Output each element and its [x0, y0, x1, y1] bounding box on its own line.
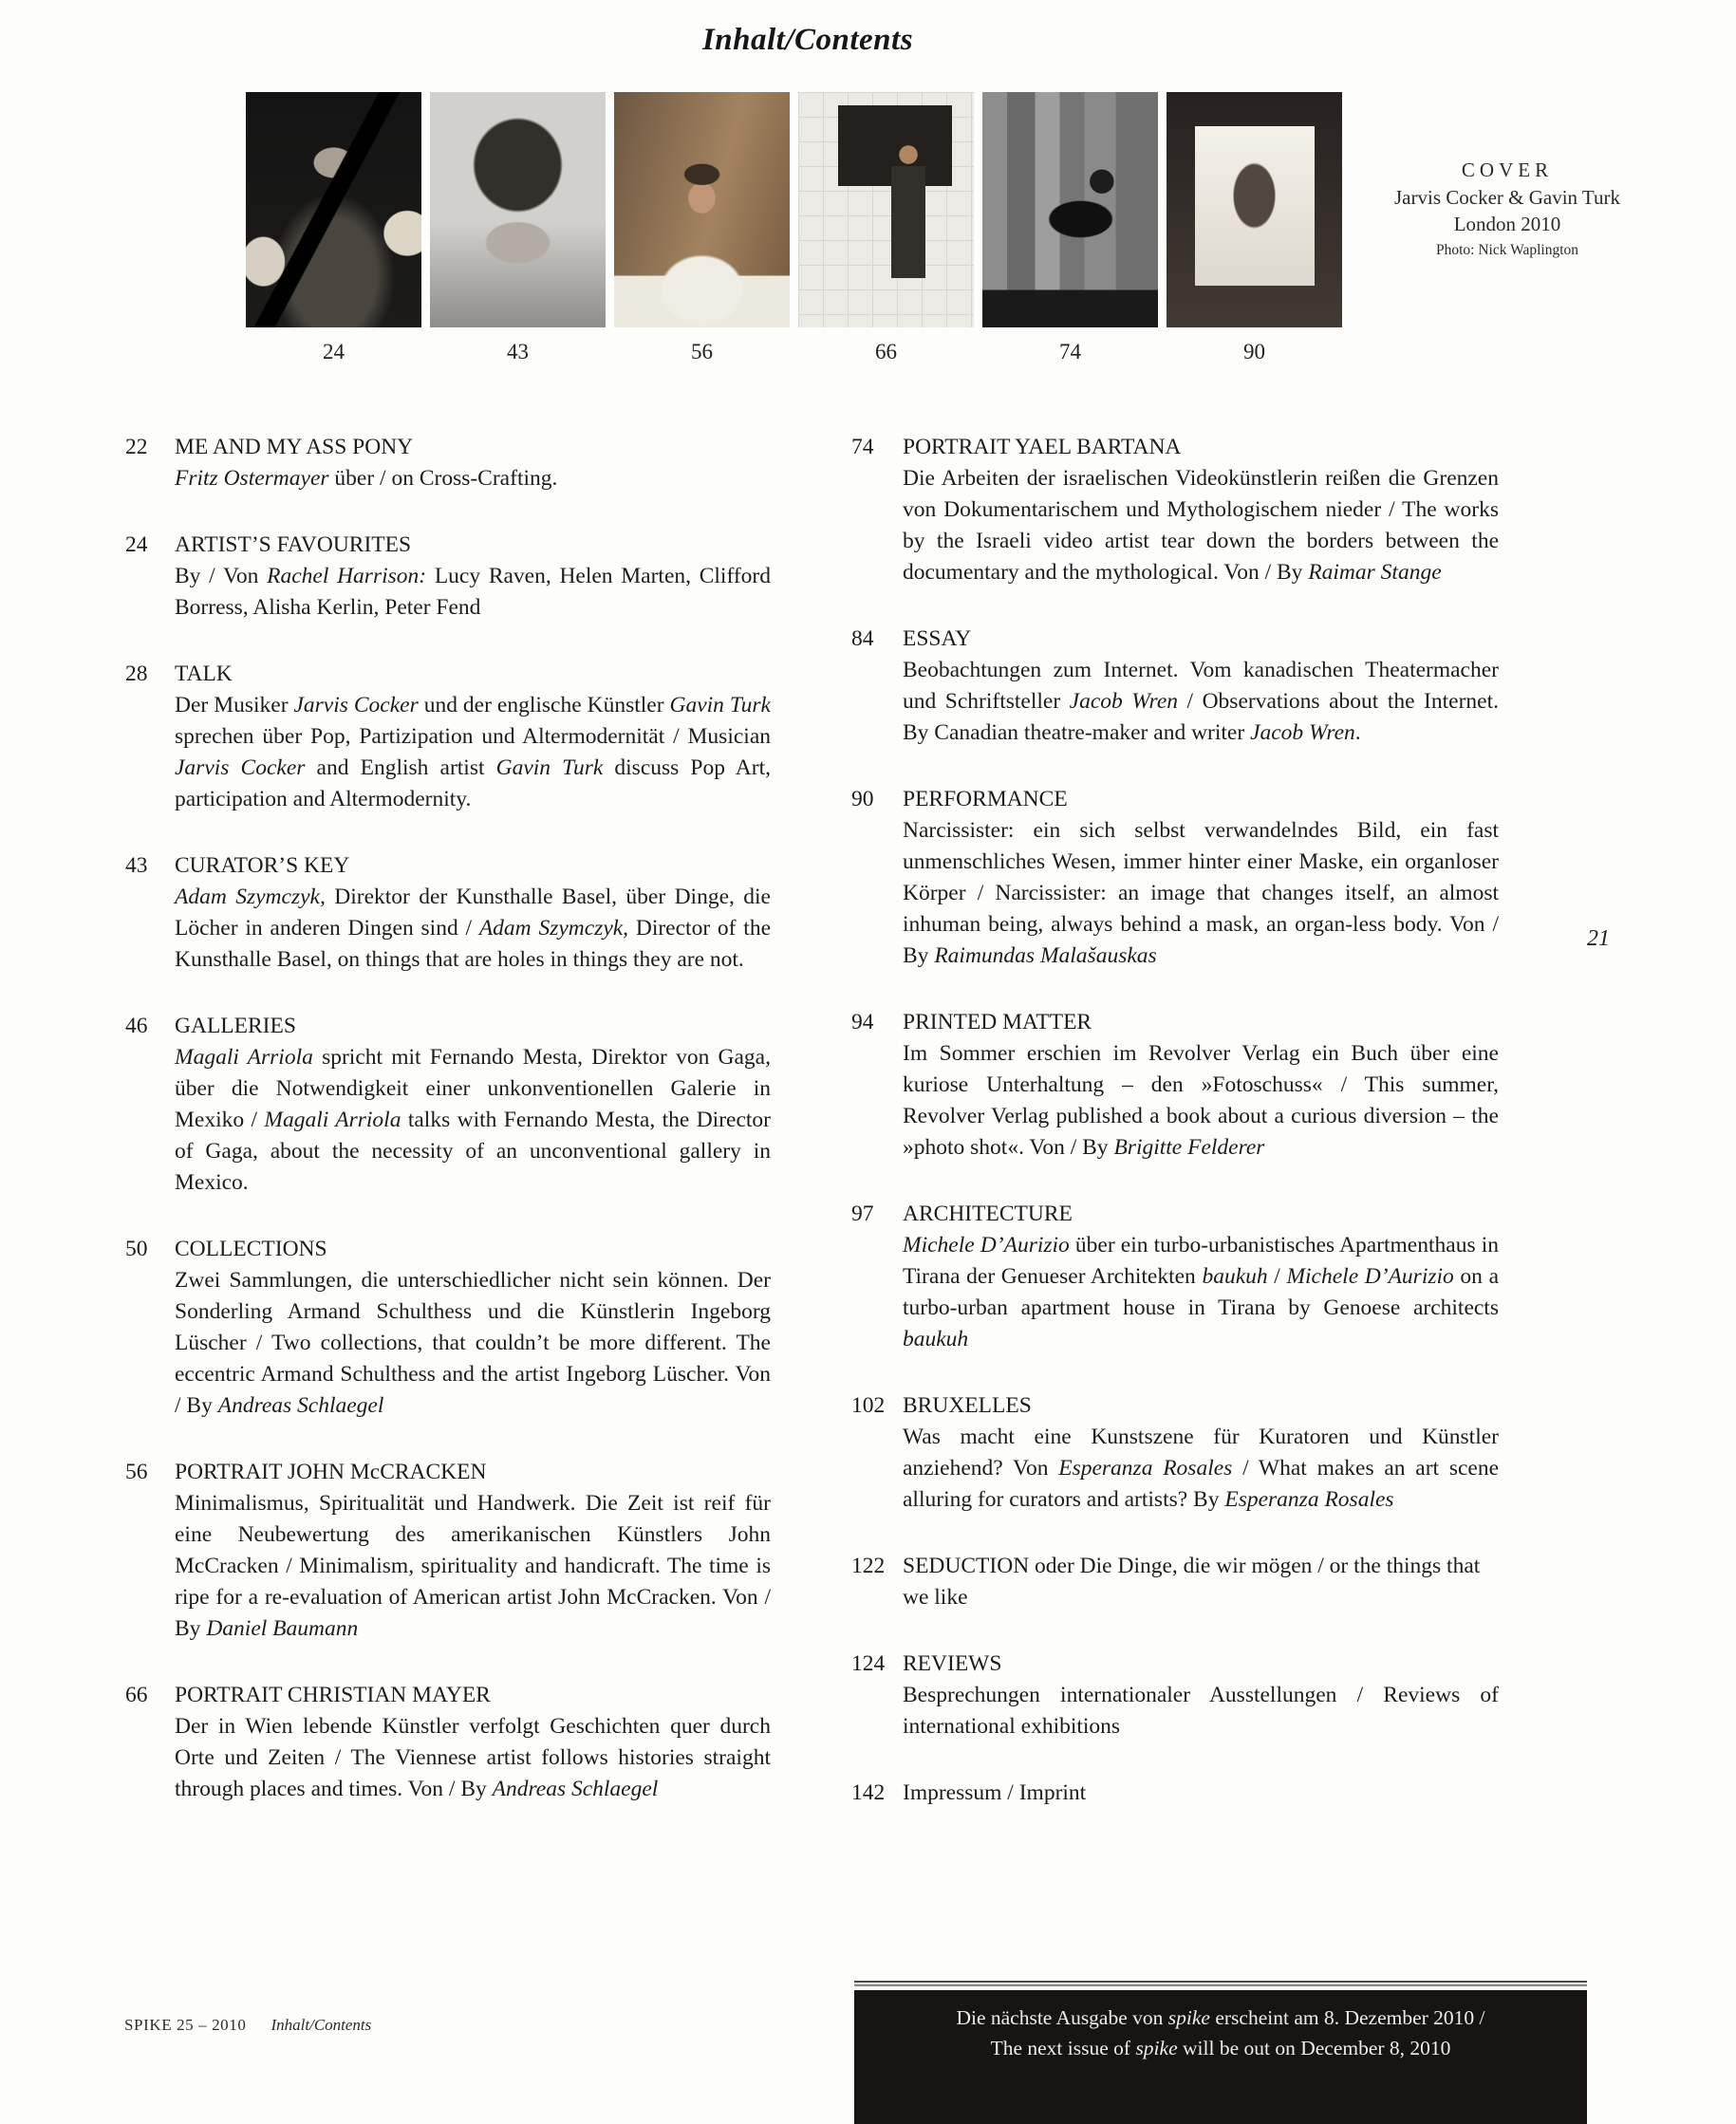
- entry-title: PRINTED MATTER: [903, 1010, 1092, 1034]
- entry-title: CURATOR’S KEY: [175, 853, 350, 878]
- contents-column-right: [851, 432, 1499, 1844]
- thumbnail-photo-figure-holding-cutout: [1167, 92, 1342, 327]
- toc-thumbnail-24: [246, 92, 421, 364]
- thumbnail-strip: [246, 92, 1342, 364]
- entry-title: SEDUCTION oder Die Dinge, die wir mögen / or the things that we like: [903, 1554, 1481, 1610]
- entry-page-number: 97: [851, 1202, 874, 1226]
- entry-page-number: 43: [125, 853, 148, 878]
- entry-page-number: 74: [851, 435, 874, 459]
- toc-entry-66: [125, 1680, 771, 1805]
- entry-title: ARTIST’S FAVOURITES: [175, 532, 412, 557]
- toc-entry-28: [125, 659, 771, 815]
- thumbnail-page-number: 24: [323, 340, 345, 363]
- entry-title: Impressum / Imprint: [903, 1780, 1087, 1805]
- cover-credit-block: [1374, 156, 1640, 262]
- entry-title: REVIEWS: [903, 1651, 1002, 1676]
- entry-description: Die Arbeiten der israelischen Videokünstlerin reißen die Grenzen von Dokumentarischem und Mythologischem nieder / The works by the Israeli video artist tear down the borders between the documentary and the mythological. Von / By Raimar Stange: [903, 466, 1499, 585]
- entry-description: Was macht eine Kunstszene für Kuratoren und Künstler anziehend? Von Esperanza Rosales / What makes an art scene alluring for curators and artists? By Esperanza Rosales: [903, 1425, 1500, 1512]
- entry-description: Magali Arriola spricht mit Fernando Mesta, Direktor von Gaga, über die Notwendigkeit einer unkonventionellen Galerie in Mexiko / Magali Arriola talks with Fernando Mesta, the Director of Gaga, about the necessity of an unconventional gallery in Mexico.: [175, 1045, 771, 1195]
- entry-page-number: 22: [125, 435, 148, 459]
- entry-description: Der Musiker Jarvis Cocker und der englische Künstler Gavin Turk sprechen über Pop, Partizipation und Altermodernität / Musician Jarvis Cocker and English artist Gavin Turk discuss Pop Art, participation and Altermodernity.: [175, 693, 772, 811]
- thumbnail-page-number: 43: [507, 340, 529, 363]
- entry-title: TALK: [175, 661, 233, 686]
- toc-entry-24: [125, 530, 771, 624]
- entry-page-number: 94: [851, 1010, 874, 1034]
- entry-description: Besprechungen internationaler Ausstellungen / Reviews of international exhibitions: [903, 1683, 1499, 1739]
- toc-entry-90: [851, 784, 1499, 972]
- entry-page-number: 122: [851, 1554, 886, 1578]
- toc-entry-56: [125, 1457, 771, 1645]
- page-number: 21: [1587, 926, 1610, 951]
- entry-description: Michele D’Aurizio über ein turbo-urbanistisches Apartmenthaus in Tirana der Genueser Architekten baukuh / Michele D’Aurizio on a turbo-urban apartment house in Tirana by Genoese architects baukuh: [903, 1233, 1499, 1351]
- toc-thumbnail-90: [1167, 92, 1342, 364]
- contents-column-left: [125, 432, 771, 1840]
- toc-entry-22: [125, 432, 771, 494]
- footer-section-label: Inhalt/Contents: [271, 2016, 372, 2034]
- entry-title: GALLERIES: [175, 1014, 296, 1038]
- toc-entry-142: [851, 1778, 1499, 1809]
- thumbnail-photo-woman-aiming-rifle: [246, 92, 421, 327]
- toc-entry-74: [851, 432, 1499, 588]
- cover-label: COVER: [1461, 158, 1554, 181]
- toc-entry-97: [851, 1199, 1499, 1355]
- entry-title: COLLECTIONS: [175, 1237, 327, 1261]
- toc-thumbnail-43: [430, 92, 606, 364]
- entry-description: Zwei Sammlungen, die unterschiedlicher nicht sein können. Der Sonderling Armand Schulthess und die Künstlerin Ingeborg Lüscher / Two collections, that couldn’t be more different. The eccentric Armand Schulthess and the artist Ingeborg Lüscher. Von / By Andreas Schlaegel: [175, 1268, 771, 1418]
- running-footer: [124, 2016, 371, 2035]
- entry-page-number: 124: [851, 1651, 886, 1676]
- toc-entry-46: [125, 1011, 771, 1199]
- entry-page-number: 50: [125, 1237, 148, 1261]
- next-issue-text-de: Die nächste Ausgabe von spike erscheint am 8. Dezember 2010 /: [956, 2006, 1485, 2029]
- entry-title: ESSAY: [903, 626, 972, 651]
- entry-description: Fritz Ostermayer über / on Cross-Crafting.: [175, 466, 558, 491]
- toc-entry-102: [851, 1390, 1499, 1516]
- entry-page-number: 28: [125, 661, 148, 686]
- entry-title: PORTRAIT YAEL BARTANA: [903, 435, 1182, 459]
- entry-title: PERFORMANCE: [903, 787, 1068, 811]
- page-title: Inhalt/Contents: [701, 23, 914, 57]
- entry-description: Narcissister: ein sich selbst verwandelndes Bild, ein fast unmenschliches Wesen, immer hinter einer Maske, ein organloser Körper / Narcissister: an image that changes itself, an almost inhuman being, always behind a mask, an organ-less body. Von / By Raimundas Malašauskas: [903, 818, 1499, 968]
- toc-thumbnail-56: [614, 92, 790, 364]
- footer-issue-label: SPIKE 25 – 2010: [124, 2016, 247, 2034]
- cover-subject: Jarvis Cocker & Gavin Turk: [1394, 186, 1620, 209]
- entry-title: PORTRAIT JOHN McCRACKEN: [175, 1460, 487, 1484]
- entry-page-number: 56: [125, 1460, 148, 1484]
- entry-description: Beobachtungen zum Internet. Vom kanadischen Theatermacher und Schriftsteller Jacob Wren / Observations about the Internet. By Canadian theatre-maker and writer Jacob Wren.: [903, 658, 1499, 745]
- toc-entry-50: [125, 1234, 771, 1422]
- cover-location: London 2010: [1453, 213, 1561, 235]
- entry-page-number: 46: [125, 1014, 148, 1038]
- thumbnail-page-number: 90: [1243, 340, 1265, 363]
- toc-thumbnail-66: [798, 92, 974, 364]
- entry-title: BRUXELLES: [903, 1393, 1032, 1418]
- entry-description: Minimalismus, Spiritualität und Handwerk. Die Zeit ist reif für eine Neubewertung des amerikanischen Künstlers John McCracken / Minimalism, spirituality and handicraft. The time is ripe for a re-evaluation of American artist John McCracken. Von / By Daniel Baumann: [175, 1491, 771, 1641]
- thumbnail-photo-young-man-portrait: [430, 92, 606, 327]
- cover-photo-credit: Photo: Nick Waplington: [1435, 242, 1579, 258]
- thumbnail-page-number: 66: [875, 340, 897, 363]
- entry-description: Der in Wien lebende Künstler verfolgt Geschichten quer durch Orte und Zeiten / The Viennese artist follows histories straight through places and times. Von / By Andreas Schlaegel: [175, 1714, 771, 1801]
- entry-description: By / Von Rachel Harrison: Lucy Raven, Helen Marten, Clifford Borress, Alisha Kerlin, Peter Fend: [175, 564, 772, 620]
- toc-entry-124: [851, 1649, 1499, 1742]
- entry-title: PORTRAIT CHRISTIAN MAYER: [175, 1683, 491, 1707]
- thumbnail-page-number: 74: [1059, 340, 1081, 363]
- entry-page-number: 66: [125, 1683, 148, 1707]
- thumbnail-page-number: 56: [691, 340, 713, 363]
- entry-title: ME AND MY ASS PONY: [175, 435, 414, 459]
- entry-description: Adam Szymczyk, Direktor der Kunsthalle Basel, über Dinge, die Löcher in anderen Dingen sind / Adam Szymczyk, Director of the Kunsthalle Basel, on things that are holes in things they are not.: [175, 885, 772, 972]
- thumbnail-photo-man-with-film-camera: [982, 92, 1158, 327]
- next-issue-divider: [854, 1981, 1587, 1986]
- toc-entry-94: [851, 1007, 1499, 1164]
- entry-page-number: 24: [125, 532, 148, 557]
- thumbnail-photo-man-in-white-shirt: [614, 92, 790, 327]
- thumbnail-photo-man-standing-tiled-wall: [798, 92, 974, 327]
- next-issue-banner: [854, 1990, 1587, 2124]
- entry-title: ARCHITECTURE: [903, 1202, 1073, 1226]
- next-issue-text-en: The next issue of spike will be out on December 8, 2010: [990, 2037, 1451, 2059]
- toc-thumbnail-74: [982, 92, 1158, 364]
- entry-page-number: 142: [851, 1780, 886, 1805]
- entry-page-number: 102: [851, 1393, 886, 1418]
- toc-entry-84: [851, 624, 1499, 749]
- entry-description: Im Sommer erschien im Revolver Verlag ein Buch über eine kuriose Unterhaltung – den »Fotoschuss« / This summer, Revolver Verlag published a book about a curious diversion – the »photo shot«. Von / By Brigitte Felderer: [903, 1041, 1499, 1160]
- toc-entry-122: [851, 1551, 1499, 1613]
- entry-page-number: 84: [851, 626, 874, 651]
- toc-entry-43: [125, 850, 771, 976]
- entry-page-number: 90: [851, 787, 874, 811]
